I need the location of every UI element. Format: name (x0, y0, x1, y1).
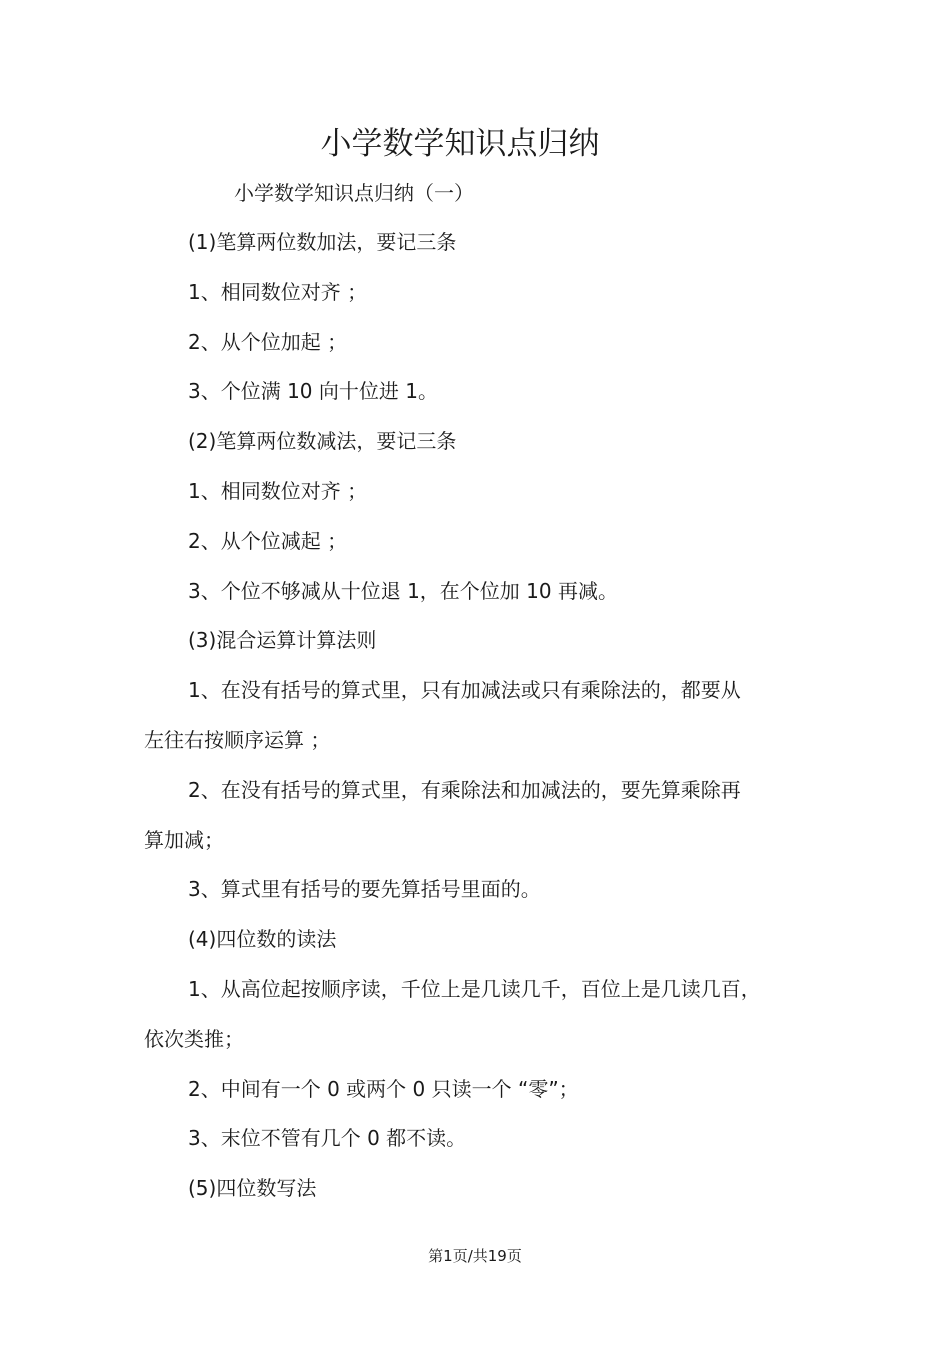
paragraph-line: 2、从个位加起 ； (188, 330, 348, 354)
paragraph-line: (1)笔算两位数加法，要记三条 (188, 230, 457, 254)
paragraph-line: 1、在没有括号的算式里，只有加减法或只有乘除法的，都要从 (188, 678, 741, 702)
paragraph-line: (4)四位数的读法 (188, 927, 337, 951)
document-title: 小学数学知识点归纳 (320, 126, 600, 162)
paragraph-line: 3、算式里有括号的要先算括号里面的。 (188, 877, 541, 901)
paragraph-line: 依次类推； (144, 1027, 244, 1051)
paragraph-line: 2、中间有一个 0 或两个 0 只读一个 “零”； (188, 1077, 579, 1101)
paragraph-line: (3)混合运算计算法则 (188, 628, 377, 652)
paragraph-line: 1、从高位起按顺序读，千位上是几读几千，百位上是几读几百， (188, 977, 761, 1001)
document-subtitle: 小学数学知识点归纳（一） (234, 181, 474, 205)
paragraph-line: 3、个位满 10 向十位进 1。 (188, 379, 438, 403)
paragraph-line: 1、相同数位对齐 ； (188, 479, 368, 503)
paragraph-line: 3、末位不管有几个 0 都不读。 (188, 1126, 467, 1150)
paragraph-line: 左往右按顺序运算 ； (144, 728, 331, 752)
paragraph-line: 2、从个位减起 ； (188, 529, 348, 553)
paragraph-line: 算加减； (144, 828, 224, 852)
paragraph-line: 3、个位不够减从十位退 1，在个位加 10 再减。 (188, 579, 618, 603)
paragraph-line: 1、相同数位对齐 ； (188, 280, 368, 304)
paragraph-line: (5)四位数写法 (188, 1176, 317, 1200)
paragraph-line: (2)笔算两位数减法，要记三条 (188, 429, 457, 453)
page-number: 第1页/共19页 (428, 1247, 522, 1265)
paragraph-line: 2、在没有括号的算式里，有乘除法和加减法的，要先算乘除再 (188, 778, 741, 802)
